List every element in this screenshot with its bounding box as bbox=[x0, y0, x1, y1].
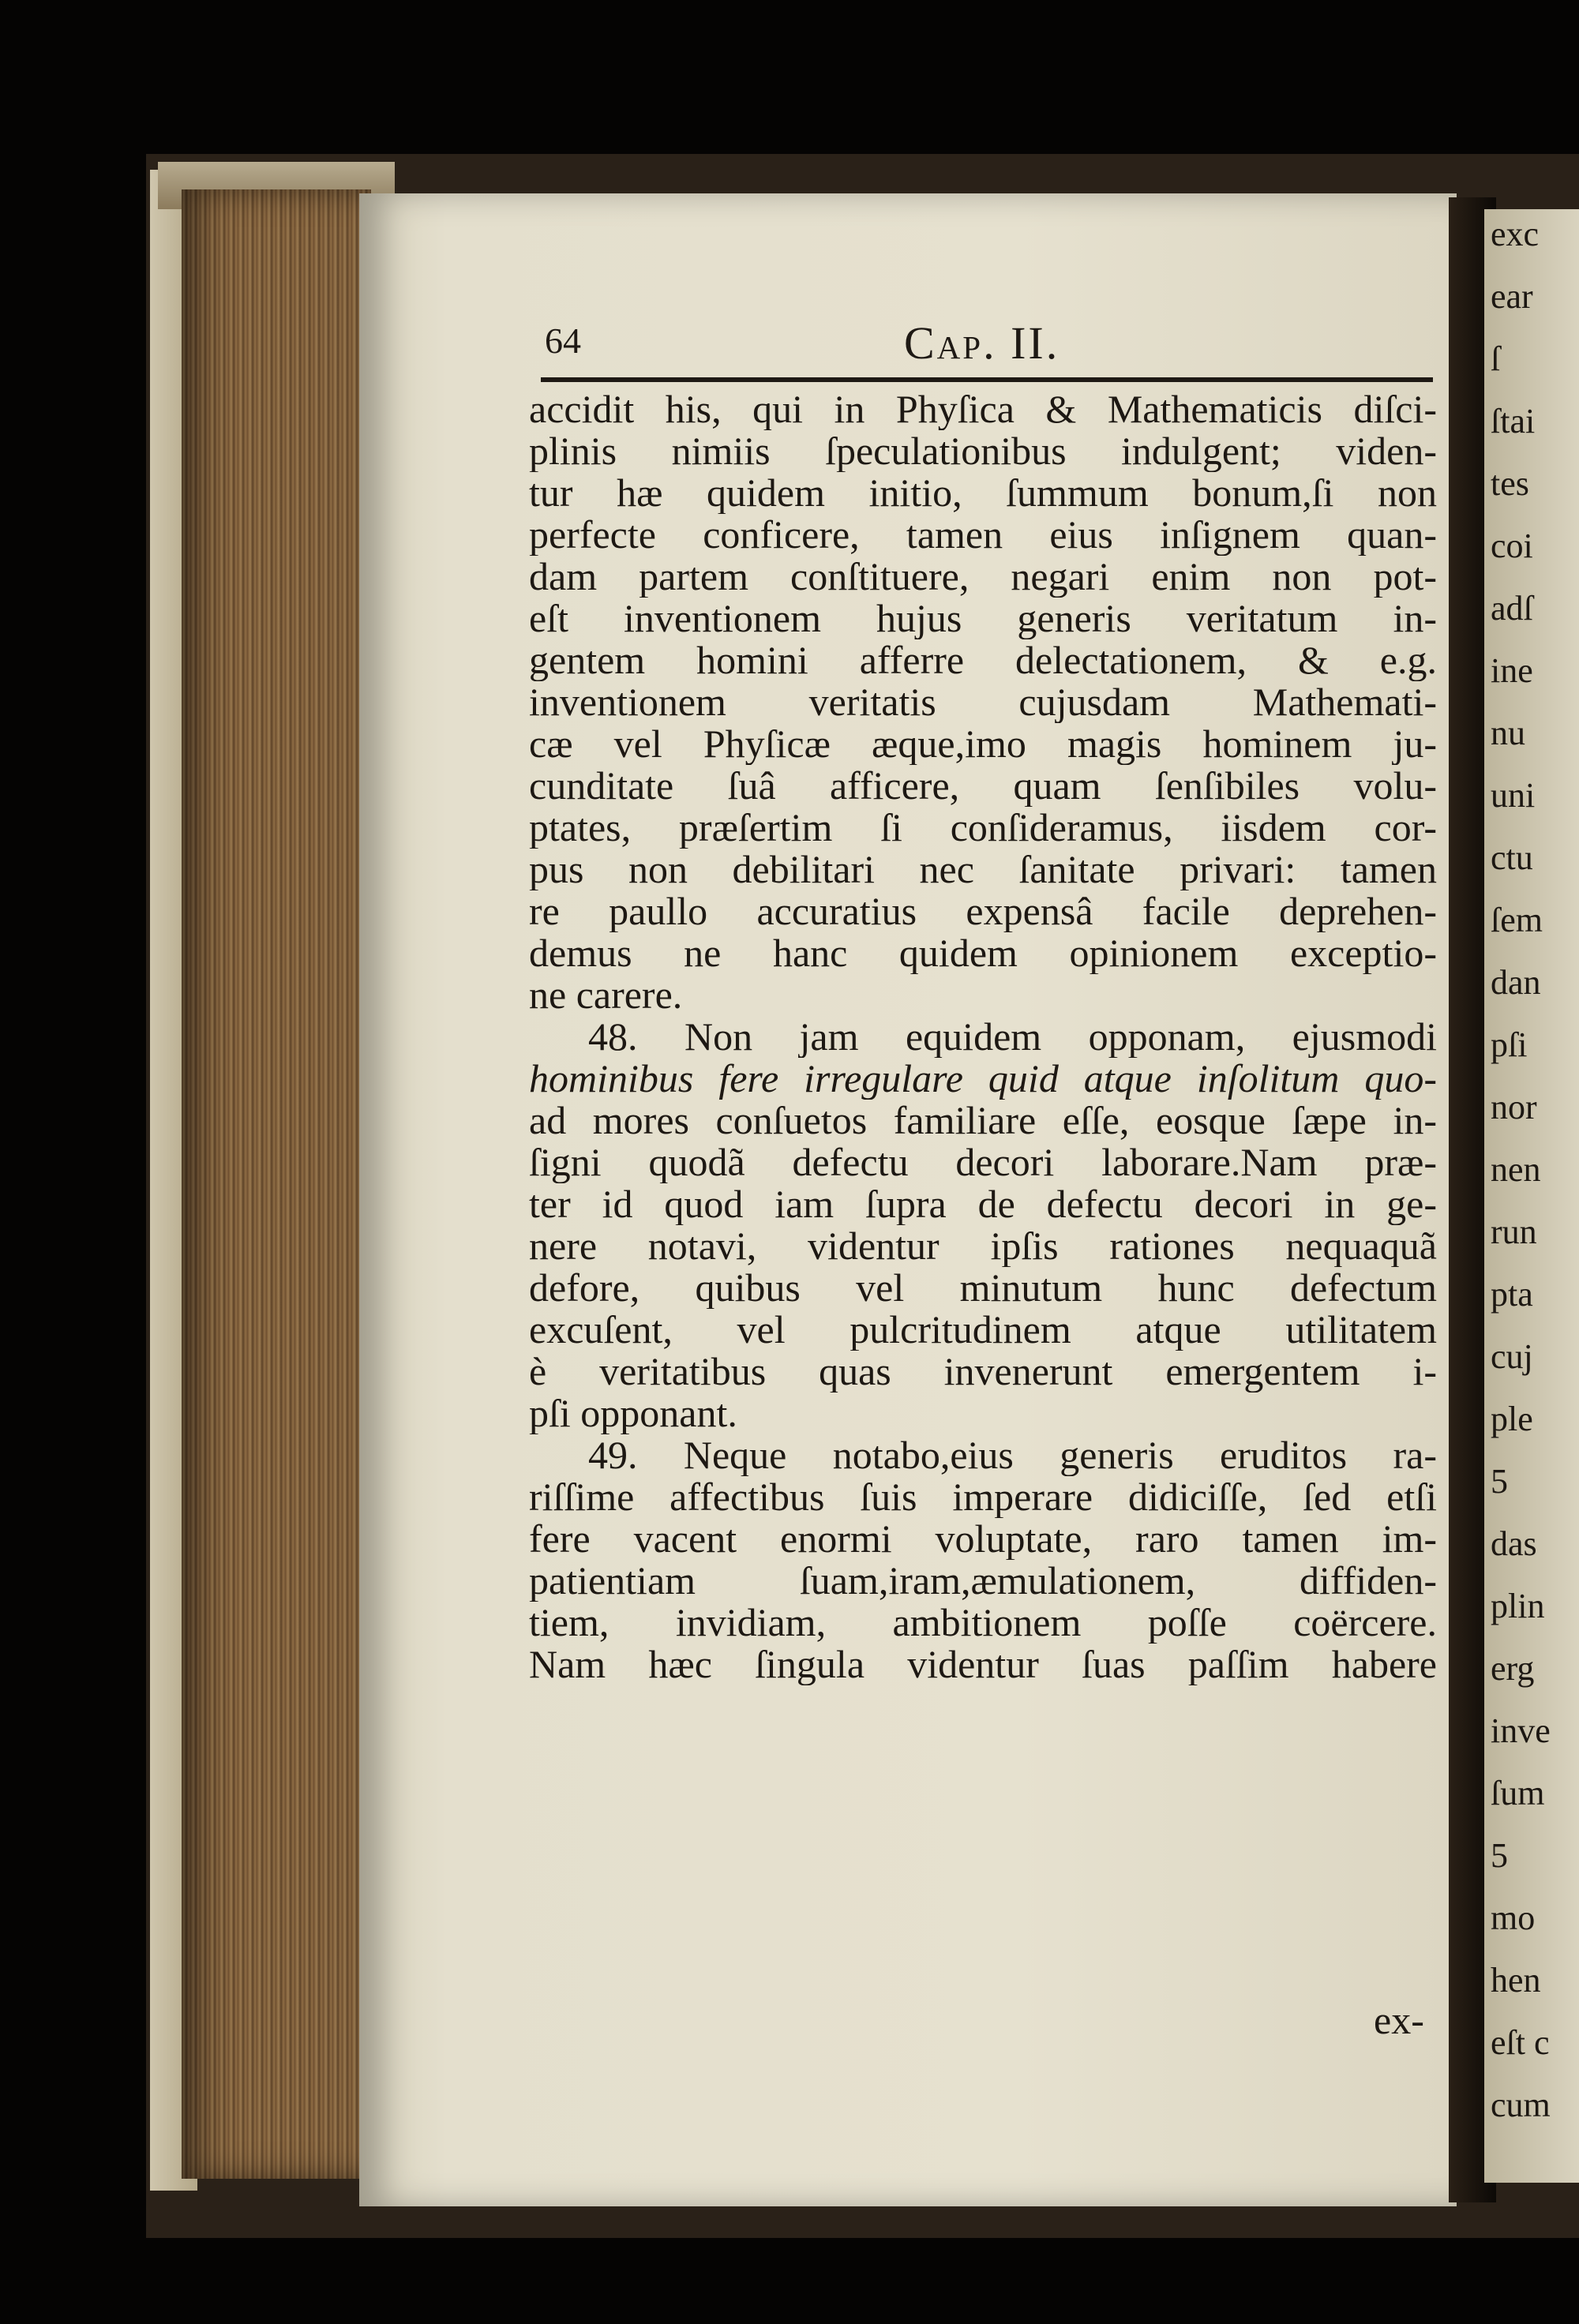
next-page-fragment: ple bbox=[1491, 1400, 1533, 1438]
text-line: demus ne hanc quidem opinionem exceptio- bbox=[529, 932, 1437, 974]
next-page-fragment: ſum bbox=[1491, 1774, 1545, 1812]
text-line: dam partem conſtituere, negari enim non pot- bbox=[529, 556, 1437, 598]
running-head: Cap. II. bbox=[904, 317, 1060, 369]
text-line: Nam hæc ſingula videntur ſuas paſſim habere bbox=[529, 1644, 1437, 1685]
text-line: riſſime affectibus ſuis imperare didiciſſe, ſed etſi bbox=[529, 1476, 1437, 1518]
next-page-fragment: ſem bbox=[1491, 901, 1543, 939]
next-page-fragment: uni bbox=[1491, 776, 1536, 815]
next-page-fragment: eſt c bbox=[1491, 2023, 1550, 2062]
page-number: 64 bbox=[545, 320, 581, 361]
next-page-fragment: pſi bbox=[1491, 1025, 1528, 1064]
page-header bbox=[545, 317, 1437, 375]
text-line: ter id quod iam ſupra de defectu decori in ge- bbox=[529, 1183, 1437, 1225]
next-page-fragment: tes bbox=[1491, 464, 1529, 503]
text-line: hominibus fere irregulare quid atque inſolitum quo- bbox=[529, 1058, 1437, 1100]
text-line: defore, quibus vel minutum hunc defectum bbox=[529, 1267, 1437, 1309]
next-page-fragment: nor bbox=[1491, 1088, 1537, 1126]
next-page-fragment: nen bbox=[1491, 1150, 1541, 1189]
text-line: pſi opponant. bbox=[529, 1393, 737, 1434]
next-page-fragment: cuj bbox=[1491, 1337, 1533, 1376]
text-line: gentem homini afferre delectationem, & e.g. bbox=[529, 639, 1437, 681]
next-page-fragment: dan bbox=[1491, 963, 1541, 1002]
next-page-fragment: run bbox=[1491, 1213, 1537, 1251]
text-line: ne carere. bbox=[529, 974, 683, 1016]
next-page-fragment: ctu bbox=[1491, 838, 1533, 877]
next-page-fragment: ear bbox=[1491, 277, 1533, 316]
text-line: excuſent, vel pulcritudinem atque utilitatem bbox=[529, 1309, 1437, 1351]
next-page-fragment: adſ bbox=[1491, 589, 1533, 628]
text-line: ad mores conſuetos familiare eſſe, eosque ſæpe in- bbox=[529, 1100, 1437, 1141]
next-page-fragment: erg bbox=[1491, 1649, 1535, 1688]
text-line: re paullo accuratius expensâ facile deprehen- bbox=[529, 890, 1437, 932]
next-page-fragment: exc bbox=[1491, 215, 1540, 253]
next-page-fragment: ſ bbox=[1491, 339, 1501, 378]
catchword: ex- bbox=[1374, 1998, 1424, 2042]
next-page-fragment: mo bbox=[1491, 1899, 1536, 1937]
text-line: accidit his, qui in Phyſica & Mathematicis diſci- bbox=[529, 388, 1437, 430]
next-page-fragment: plin bbox=[1491, 1587, 1545, 1625]
text-line: plinis nimiis ſpeculationibus indulgent; viden- bbox=[529, 430, 1437, 472]
text-line: fere vacent enormi voluptate, raro tamen im- bbox=[529, 1518, 1437, 1560]
text-line: 48. Non jam equidem opponam, ejusmodi bbox=[588, 1016, 1437, 1058]
next-page-fragment: ſtai bbox=[1491, 402, 1536, 440]
header-rule bbox=[541, 377, 1433, 382]
next-page-fragment: das bbox=[1491, 1524, 1537, 1563]
text-line: patientiam ſuam,iram,æmulationem, diffiden- bbox=[529, 1560, 1437, 1602]
next-page-fragment: ine bbox=[1491, 651, 1533, 690]
text-line: tiem, invidiam, ambitionem poſſe coërcere. bbox=[529, 1602, 1437, 1644]
next-page-fragment: pta bbox=[1491, 1275, 1533, 1314]
next-page-fragment: cum bbox=[1491, 2086, 1551, 2124]
text-line: è veritatibus quas invenerunt emergentem i- bbox=[529, 1351, 1437, 1393]
text-line: cæ vel Phyſicæ æque,imo magis hominem ju- bbox=[529, 723, 1437, 765]
text-line: cunditate ſuâ afficere, quam ſenſibiles volu- bbox=[529, 765, 1437, 807]
next-page-fragment: 5 bbox=[1491, 1462, 1508, 1501]
text-line: eſt inventionem hujus generis veritatum in- bbox=[529, 598, 1437, 639]
text-line: inventionem veritatis cujusdam Mathemati- bbox=[529, 681, 1437, 723]
right-page-fragment bbox=[1484, 209, 1579, 2183]
text-line: pus non debilitari nec ſanitate privari: tamen bbox=[529, 849, 1437, 890]
body-text bbox=[529, 388, 1437, 1685]
page-block-edge bbox=[182, 189, 371, 2179]
text-line: ſigni quodã defectu decori laborare.Nam præ- bbox=[529, 1141, 1437, 1183]
next-page-fragment: 5 bbox=[1491, 1836, 1508, 1875]
next-page-fragment: nu bbox=[1491, 714, 1525, 752]
text-line: ptates, præſertim ſi conſideramus, iisdem cor- bbox=[529, 807, 1437, 849]
text-line: tur hæ quidem initio, ſummum bonum,ſi non bbox=[529, 472, 1437, 514]
next-page-fragment: inve bbox=[1491, 1711, 1551, 1750]
text-line: nere notavi, videntur ipſis rationes nequaquã bbox=[529, 1225, 1437, 1267]
text-line: 49. Neque notabo,eius generis eruditos ra- bbox=[588, 1434, 1437, 1476]
text-line: perfecte conficere, tamen eius inſignem quan- bbox=[529, 514, 1437, 556]
next-page-fragment: coi bbox=[1491, 527, 1533, 565]
next-page-fragment: hen bbox=[1491, 1961, 1541, 2000]
